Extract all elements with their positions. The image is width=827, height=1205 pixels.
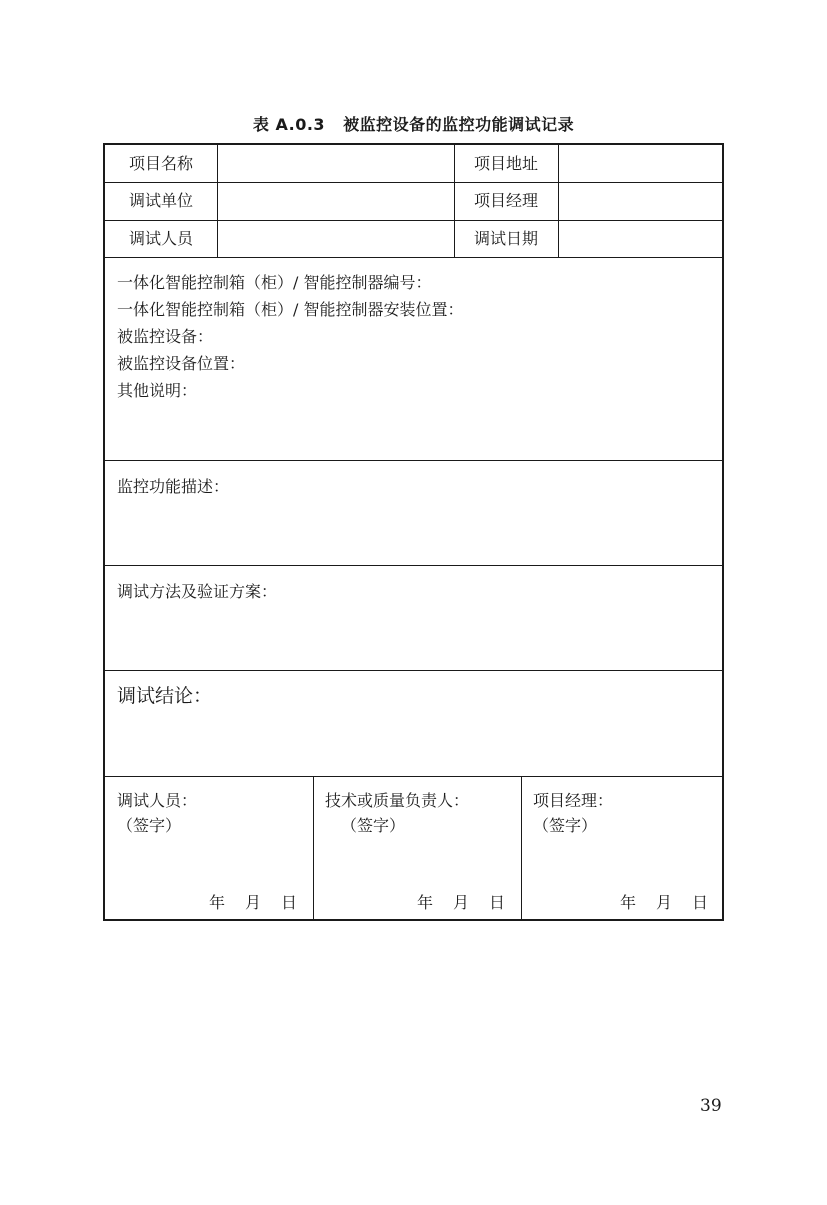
date-day: 日 bbox=[281, 893, 298, 912]
date-month: 月 bbox=[453, 893, 470, 912]
record-form bbox=[103, 143, 724, 921]
signature-date bbox=[620, 890, 708, 913]
table-title bbox=[0, 112, 827, 135]
signature-date bbox=[417, 890, 505, 913]
signature-date bbox=[209, 890, 297, 913]
row-divider bbox=[105, 670, 722, 671]
project-address-label: 项目地址 bbox=[473, 154, 538, 173]
debug-method-label: 调试方法及验证方案： bbox=[117, 582, 278, 601]
controller-number-label: 一体化智能控制箱（柜）/ 智能控制器编号： bbox=[117, 273, 432, 292]
col-divider bbox=[217, 145, 218, 257]
debug-date-label: 调试日期 bbox=[473, 229, 538, 248]
table-code: 表 A.0.3 bbox=[252, 115, 326, 134]
date-day: 日 bbox=[489, 893, 506, 912]
other-notes-label: 其他说明： bbox=[117, 381, 198, 400]
signature-sign: （签字） bbox=[341, 816, 406, 835]
date-year: 年 bbox=[209, 893, 226, 912]
debug-personnel-label: 调试人员 bbox=[128, 229, 193, 248]
date-day: 日 bbox=[692, 893, 709, 912]
monitored-device-label: 被监控设备： bbox=[117, 327, 214, 346]
date-year: 年 bbox=[417, 893, 434, 912]
col-divider bbox=[558, 145, 559, 257]
col-divider bbox=[521, 776, 522, 921]
project-name-label: 项目名称 bbox=[128, 154, 193, 173]
row-divider bbox=[105, 565, 722, 566]
col-divider bbox=[313, 776, 314, 921]
signature-role: 调试人员： bbox=[117, 791, 198, 810]
signature-debug-personnel bbox=[117, 788, 197, 838]
signature-role: 技术或质量负责人： bbox=[325, 791, 470, 810]
monitored-device-location-label: 被监控设备位置： bbox=[117, 354, 246, 373]
signature-project-manager bbox=[533, 788, 613, 838]
date-month: 月 bbox=[245, 893, 262, 912]
debug-conclusion-label: 调试结论： bbox=[117, 685, 213, 707]
date-year: 年 bbox=[620, 893, 637, 912]
signature-quality-lead bbox=[325, 788, 469, 838]
monitoring-description-label: 监控功能描述： bbox=[117, 477, 230, 496]
signature-sign: （签字） bbox=[117, 816, 182, 835]
row-divider bbox=[105, 460, 722, 461]
page-number: 39 bbox=[700, 1096, 722, 1116]
device-info-block bbox=[117, 269, 463, 404]
signature-sign: （签字） bbox=[533, 816, 598, 835]
signature-role: 项目经理： bbox=[533, 791, 614, 810]
row-divider bbox=[105, 776, 722, 777]
project-manager-label: 项目经理 bbox=[473, 191, 538, 210]
controller-location-label: 一体化智能控制箱（柜）/ 智能控制器安装位置： bbox=[117, 300, 464, 319]
date-month: 月 bbox=[656, 893, 673, 912]
table-title-text: 被监控设备的监控功能调试记录 bbox=[343, 115, 575, 134]
debug-unit-label: 调试单位 bbox=[128, 191, 193, 210]
